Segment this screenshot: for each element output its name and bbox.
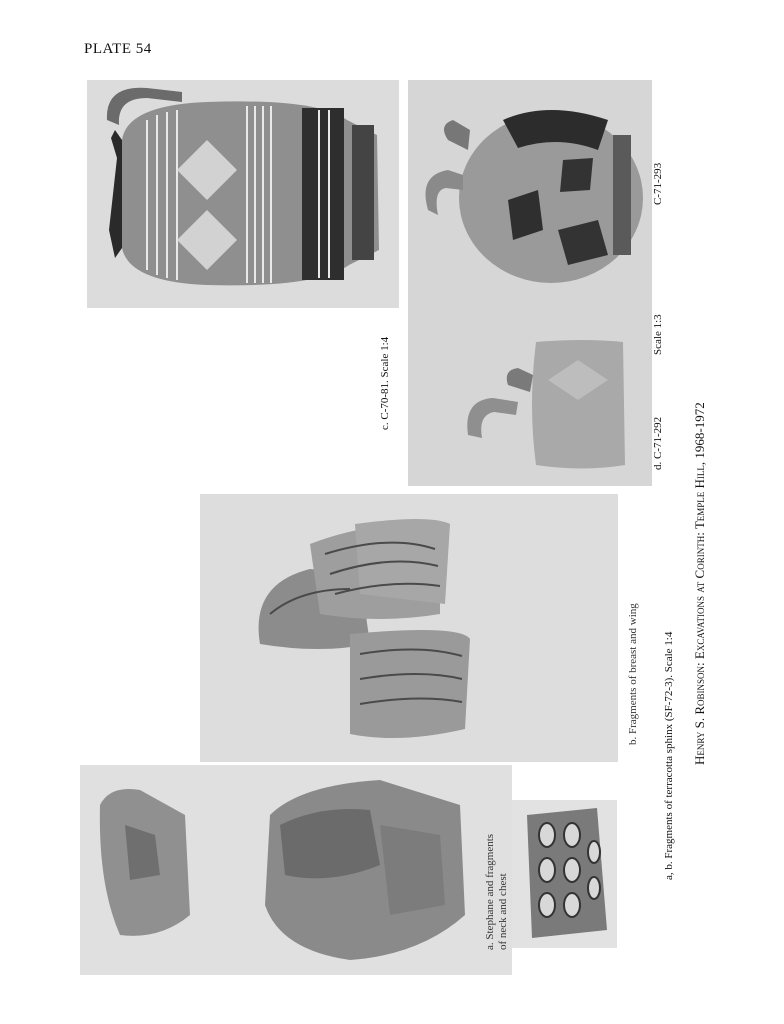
scale-fragment-illustration: [512, 800, 617, 948]
running-footer: Henry S. Robinson: Excavations at Corinth: Temple Hill, 1968-1972: [692, 402, 707, 765]
jug-illustration: [87, 80, 399, 308]
caption-d-right: C-71-293: [652, 162, 664, 205]
caption-a-line1: a. Stephane and fragments: [484, 833, 496, 950]
caption-a-line2: of neck and chest: [497, 873, 509, 950]
photo-fragments-a: [80, 765, 512, 975]
wing-fragments-illustration: [200, 494, 618, 762]
caption-c: c. C-70-81. Scale 1:4: [379, 336, 391, 430]
small-jugs-illustration: [408, 80, 652, 486]
stephane-fragments-illustration: [80, 765, 512, 975]
photo-fragments-b: [200, 494, 618, 762]
photo-jugs-d: [408, 80, 652, 486]
caption-b: b. Fragments of breast and wing: [627, 603, 639, 745]
caption-d-left: d. C-71-292: [652, 416, 664, 470]
photo-jug-c: [87, 80, 399, 308]
plate-number: PLATE 54: [84, 41, 152, 57]
caption-main: a, b. Fragments of terracotta sphinx (SF-72-3). Scale 1:4: [663, 631, 675, 880]
caption-d-mid: Scale 1:3: [652, 314, 664, 355]
photo-fragment-a-small: [512, 800, 617, 948]
